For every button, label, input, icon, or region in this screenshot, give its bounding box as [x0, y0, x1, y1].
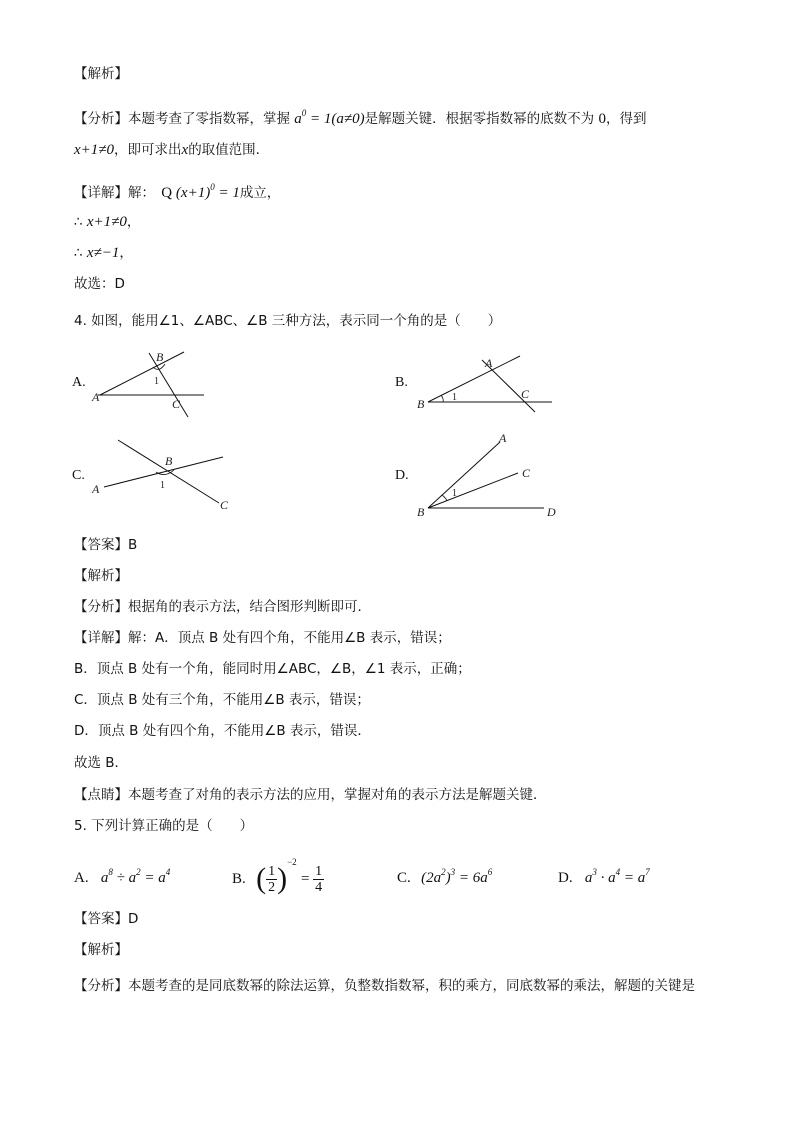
label-c: C: [172, 397, 181, 411]
choose-q4: 故选 B．: [74, 755, 129, 771]
q5-option-c: [397, 862, 492, 888]
option-label-b: B.: [395, 375, 408, 390]
dianjing-q4: 【点睛】本题考查了对角的表示方法的应用，掌握对角的表示方法是解题关键．: [74, 787, 547, 803]
label-1: 1: [452, 392, 457, 403]
var-x: x: [181, 142, 189, 158]
label-a: A: [485, 356, 493, 370]
formula-zero-power: $a^0 = 1(a\ne 0)$: [294, 108, 365, 127]
option-label-a: A.: [72, 375, 86, 390]
label-c: C: [522, 466, 531, 480]
section-jiexi-q3: 【解析】: [74, 66, 128, 82]
fenxi-q4: 【分析】根据角的表示方法，结合图形判断即可．: [74, 599, 371, 615]
xiangjie-text-2: 成立，: [239, 185, 281, 201]
answer-q4: 【答案】B: [74, 537, 138, 553]
label-d: D: [547, 505, 556, 519]
label-b: B: [417, 397, 425, 411]
label-a: A: [92, 482, 100, 496]
formula-x-plus-1-power: $(x+1)^0 = 1$: [175, 182, 240, 201]
label-c: C: [521, 387, 530, 401]
fenxi-text-2: 是解题关键．根据零指数幂的底数不为: [364, 111, 595, 127]
figure-d: [410, 425, 570, 520]
therefore-symbol: ∴: [74, 214, 83, 230]
xiangjie-line-q3: 【详解】解： Q $(x+1)^0 = 1$成立，: [74, 182, 281, 201]
formula-a: $a^8 \div a^2 = a^4$: [100, 867, 171, 886]
figure-b: [410, 350, 560, 415]
label-a: A: [92, 390, 100, 404]
line-b-q4: B．顶点 B 处有一个角，能同时用∠ABC，∠B，∠1 表示，正确；: [74, 661, 471, 677]
section-jiexi-q5: 【解析】: [74, 942, 128, 958]
xiangjie-label: 【详解】: [74, 185, 128, 201]
step-2-formula: x≠−1: [86, 245, 120, 261]
formula-x-plus-1: x+1≠0: [74, 142, 115, 158]
formula-d: $a^3 \cdot a^4 = a^7$: [584, 867, 650, 886]
option-label-a: A.: [74, 870, 89, 886]
line-c-q4: C．顶点 B 处有三个角，不能用∠B 表示，错误；: [74, 692, 370, 708]
xiangjie-text: 解：: [128, 185, 155, 201]
line-d-q4: D．顶点 B 处有四个角，不能用∠B 表示，错误．: [74, 723, 371, 739]
label-b: B: [165, 454, 173, 468]
fenxi-line-q3-2: [74, 140, 269, 160]
zero-value: 0: [598, 111, 606, 127]
q4-stem: 4. 如图，能用∠1、∠ABC、∠B 三种方法，表示同一个角的是（ ）: [74, 313, 502, 329]
q5-stem: 5. 下列计算正确的是（ ）: [74, 818, 254, 834]
comma: ，: [119, 245, 133, 261]
label-b: B: [156, 350, 164, 364]
label-1: 1: [154, 376, 159, 387]
section-jiexi-q4: 【解析】: [74, 568, 128, 584]
fenxi-text-5: 的取值范围．: [188, 142, 270, 158]
option-label-d: D.: [395, 468, 409, 483]
step-line-2: [74, 243, 133, 263]
fenxi-text: 本题考查了零指数幂，掌握: [128, 111, 290, 127]
option-label-c: C.: [397, 870, 411, 886]
choose-q3: 故选：D: [74, 276, 125, 292]
fenxi-text-3: ，得到: [605, 111, 647, 127]
figure-c: [85, 435, 245, 520]
comma: ，: [126, 214, 141, 230]
xiangjie-q4: 【详解】解：A．顶点 B 处有四个角，不能用∠B 表示，错误；: [74, 630, 451, 646]
label-b: B: [417, 505, 425, 519]
option-label-d: D.: [558, 870, 573, 886]
q5-option-b: [232, 852, 324, 895]
fenxi-line-q3: [74, 103, 646, 129]
q5-option-a: [74, 862, 170, 888]
label-a: A: [499, 431, 507, 445]
option-label-b: B.: [232, 871, 246, 887]
label-c: C: [220, 498, 229, 512]
q5-option-d: [558, 862, 650, 888]
formula-c: $(2a^2)^3 = 6a^6$: [421, 867, 493, 886]
therefore-symbol: ∴: [74, 245, 83, 261]
step-line-1: [74, 212, 140, 232]
option-label-c: C.: [72, 468, 85, 483]
fenxi-text-4: ，即可求出: [114, 142, 182, 158]
answer-q5: 【答案】D: [74, 911, 139, 927]
step-1-formula: x+1≠0: [86, 214, 127, 230]
figure-a: [80, 345, 220, 425]
label-1: 1: [452, 488, 457, 499]
formula-b: ( $\frac{1}{2}$ )$^{-2}$ = $\frac{1}{4}$: [256, 857, 323, 895]
fenxi-q5: 【分析】本题考查的是同底数幂的除法运算，负整数指数幂，积的乘方，同底数幂的乘法，解题的关键是: [74, 978, 695, 994]
fenxi-label: 【分析】: [74, 111, 128, 127]
label-1: 1: [160, 480, 165, 491]
